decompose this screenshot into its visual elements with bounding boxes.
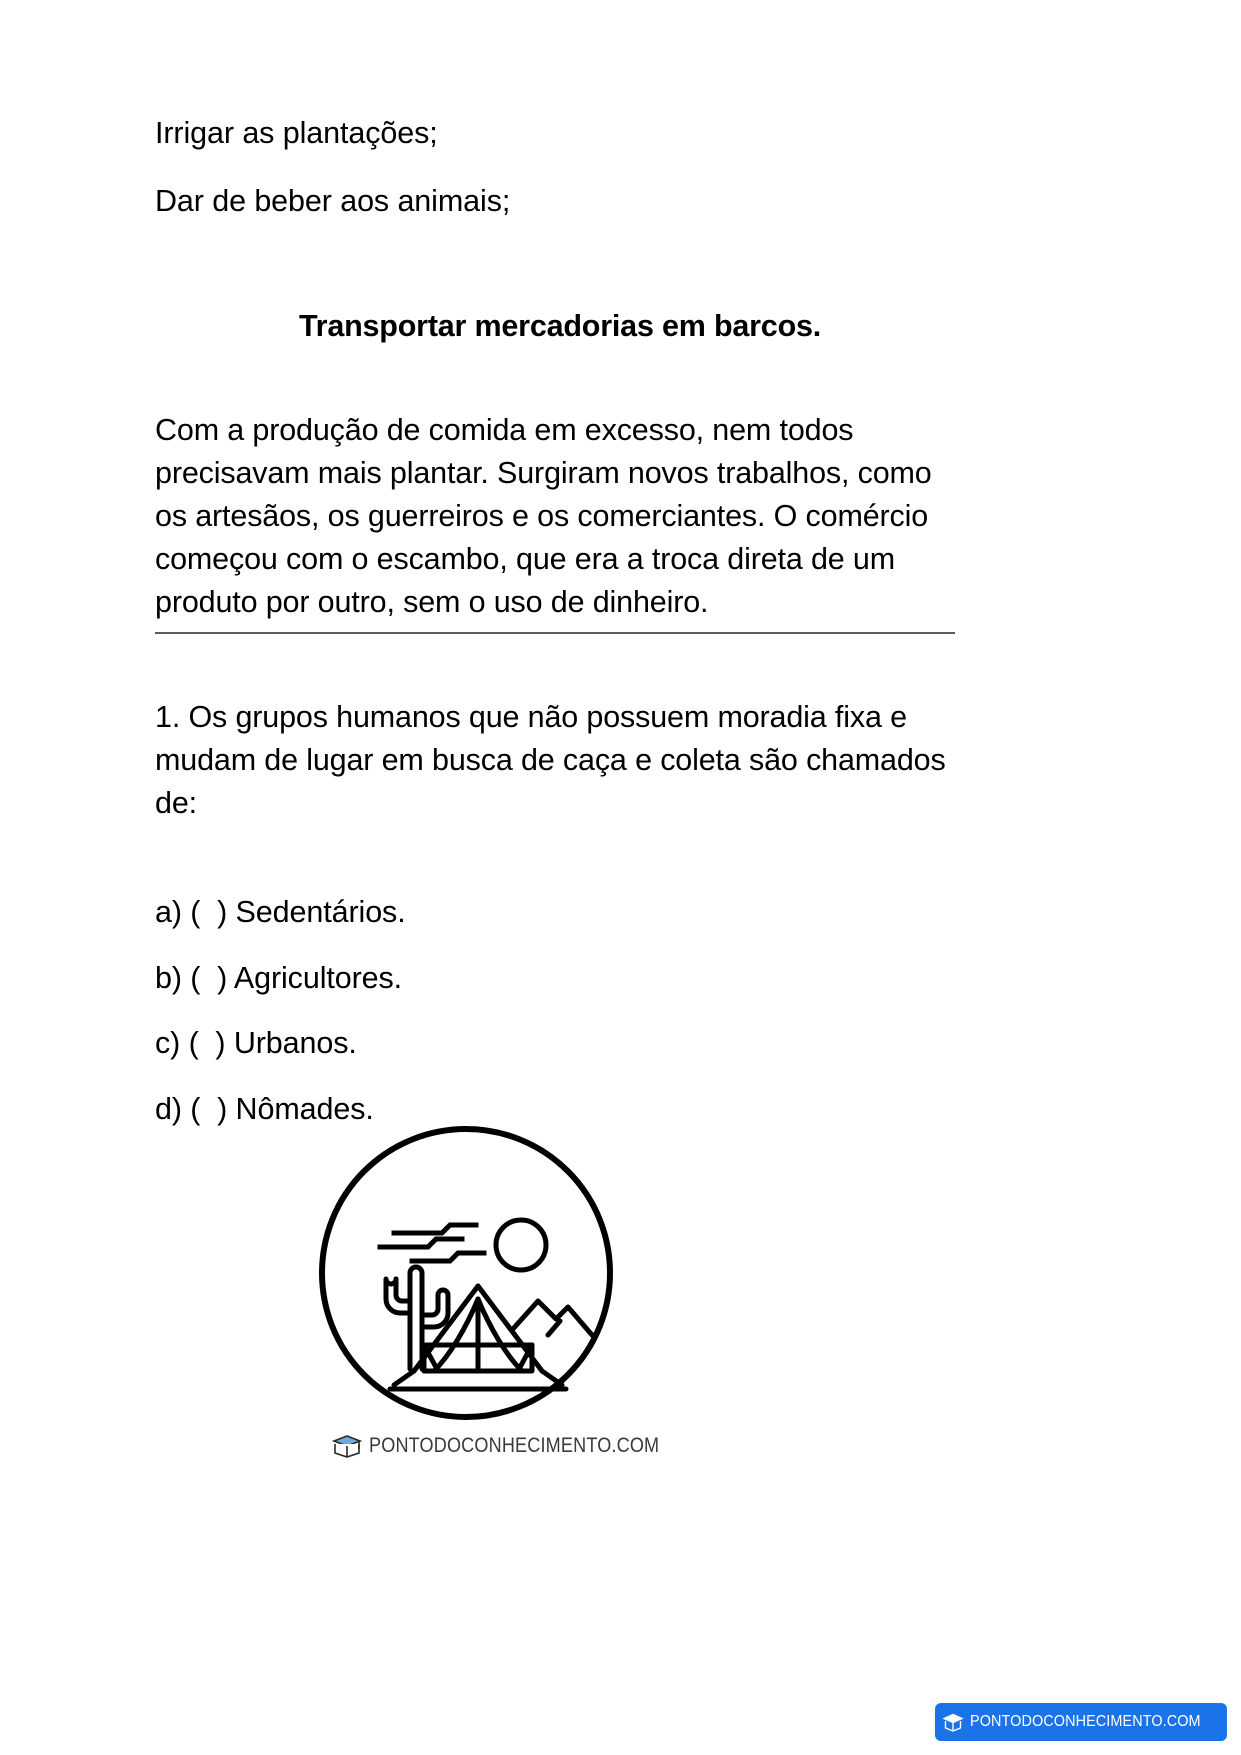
document-body <box>155 118 965 1159</box>
body-paragraph: Com a produção de comida em excesso, nem todos precisavam mais plantar. Surgiram novos trabalhos, como os artesãos, os guerreiros e os comerciantes. O comércio começou com o escambo, que era a troca direta de um produto por outro, sem o uso de dinheiro. <box>155 413 932 619</box>
spacer <box>155 634 965 696</box>
cactus-icon <box>386 1267 448 1369</box>
spacer <box>155 253 965 309</box>
sun-icon <box>496 1220 546 1270</box>
spacer <box>155 344 965 409</box>
illustration-block <box>316 1123 660 1503</box>
watermark <box>332 1429 707 1463</box>
bullet-item-1: Irrigar as plantações; <box>155 116 438 150</box>
spacer <box>155 825 965 897</box>
question-1-options <box>155 897 965 1124</box>
option-a[interactable]: a) ( ) Sedentários. <box>155 895 406 929</box>
mountains-icon <box>512 1301 592 1335</box>
brand-badge-text: PONTODOCONHECIMENTO.COM <box>969 1713 1201 1730</box>
bullet-item-2: Dar de beber aos animais; <box>155 183 511 218</box>
section-heading: Transportar mercadorias em barcos. <box>298 309 822 343</box>
question-1-text: 1. Os grupos humanos que não possuem moradia fixa e mudam de lugar em busca de caça e coleta são chamados de: <box>155 700 946 820</box>
book-graduation-cap-icon <box>942 1712 964 1732</box>
option-d[interactable]: d) ( ) Nômades. <box>155 1091 374 1126</box>
watermark-text: PONTODOCONHECIMENTO.COM <box>369 1434 660 1457</box>
camping-tent-circle-icon <box>316 1123 616 1423</box>
option-c[interactable]: c) ( ) Urbanos. <box>155 1026 357 1060</box>
brand-badge[interactable] <box>935 1703 1227 1741</box>
option-b[interactable]: b) ( ) Agricultores. <box>155 960 403 995</box>
book-graduation-cap-icon <box>332 1433 362 1459</box>
